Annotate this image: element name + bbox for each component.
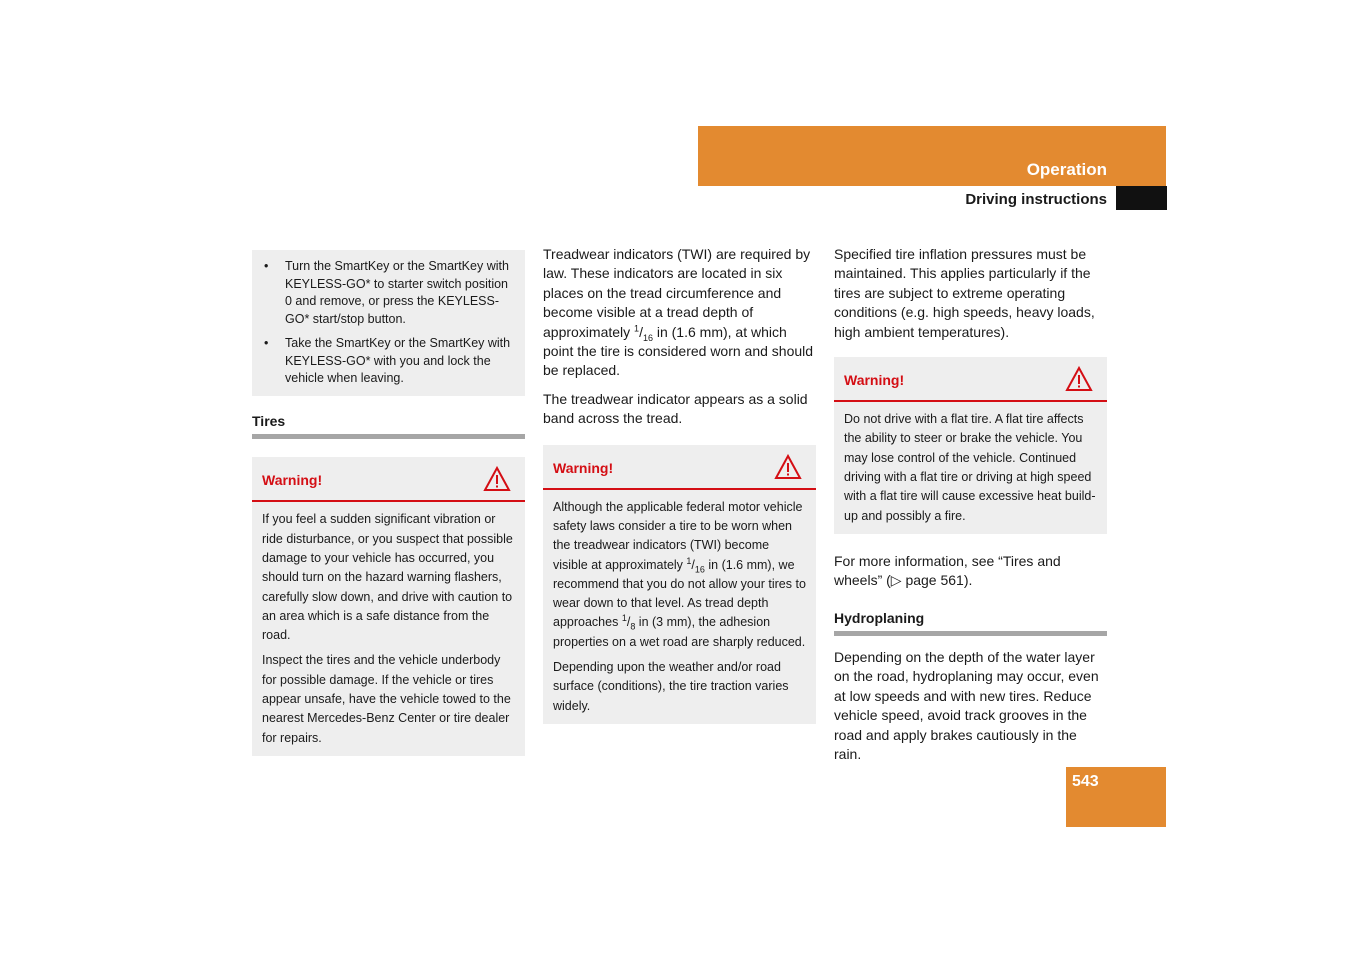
warning-text: Although the applicable federal motor vehicle safety laws consider a tire to be worn when the treadwear indicators (TWI) become visible at approximately $^1/_{16}$ in (1.6 mm), we recommend that you do not allow your tires to wear down to that level. As tread depth approaches $^1/_8$ in (3 mm), the adhesion properties on a wet road are sharply reduced. bbox=[553, 499, 806, 649]
header-band bbox=[698, 126, 1166, 186]
warning-header bbox=[543, 445, 816, 490]
section-title-header: Operation bbox=[1026, 160, 1107, 179]
hydroplaning-heading: Hydroplaning bbox=[834, 609, 1107, 636]
bullet-text: Take the SmartKey or the SmartKey with KEYLESS-GO* with you and lock the vehicle when leaving. bbox=[285, 335, 511, 386]
fraction-numerator: 1 bbox=[634, 322, 640, 333]
list-item bbox=[262, 335, 515, 388]
fraction-numerator: 1 bbox=[686, 555, 692, 566]
warning-text: If you feel a sudden significant vibration or ride disturbance, or you suspect that possible damage to your vehicle has occurred, you should turn on the hazard warning flashers, carefully slow down, and drive with caution to an area which is a safe distance from the road. bbox=[262, 512, 513, 643]
text-run: in (1.6 mm), at which point the tire is considered worn and should be replaced. bbox=[543, 323, 814, 379]
warning-label: Warning! bbox=[553, 459, 614, 476]
page-tab bbox=[1066, 767, 1166, 827]
fraction-denominator: 8 bbox=[630, 621, 636, 632]
warning-text: Depending upon the weather and/or road surface (conditions), the tire traction varies widely. bbox=[553, 660, 789, 713]
warning-body bbox=[543, 490, 816, 724]
warning-label: Warning! bbox=[262, 472, 323, 489]
text-run: in (3 mm), the adhesion properties on a wet road are sharply reduced. bbox=[553, 615, 806, 649]
warning-text: Do not drive with a flat tire. A flat tire affects the ability to steer or brake the vehicle. You may lose control of the vehicle. Continued driving with a flat tire or driving at high speed with a flat tire will cause excessive heat build-up and possibly a fire. bbox=[844, 412, 1096, 523]
warning-box bbox=[834, 357, 1107, 534]
fraction-numerator: 1 bbox=[621, 613, 627, 624]
bullet-box bbox=[252, 250, 525, 396]
bullet-list bbox=[252, 250, 525, 396]
column-1 bbox=[252, 245, 525, 756]
paragraph: Depending on the depth of the water layer on the road, hydroplaning may occur, even at low speeds and with new tires. Reduce vehicle speed, avoid track grooves in the road and apply brakes cautiously in the rain. bbox=[834, 649, 1099, 763]
warning-header bbox=[834, 357, 1107, 402]
warning-header bbox=[252, 457, 525, 502]
column-3 bbox=[834, 245, 1107, 773]
tires-heading: Tires bbox=[252, 412, 525, 439]
bullet-dot: • bbox=[264, 259, 269, 273]
bullet-dot: • bbox=[264, 335, 269, 350]
fraction-denominator: 16 bbox=[642, 332, 653, 343]
paragraph: Specified tire inflation pressures must be maintained. This applies particularly if the tires are subject to extreme operating conditions (e.g. high speeds, heavy loads, high ambient temperatures). bbox=[834, 246, 1095, 340]
warning-body bbox=[834, 402, 1107, 534]
paragraph: For more information, see “Tires and wheels” (▷ page 561). bbox=[834, 552, 1061, 589]
text-run: Treadwear indicators (TWI) are required by law. These indicators are located in six places on the tread circumference and become visible at a tread depth of approximately bbox=[543, 246, 811, 340]
warning-label: Warning! bbox=[844, 372, 905, 389]
page-number: 543 bbox=[1072, 773, 1099, 790]
list-item bbox=[262, 258, 515, 329]
text-run: in (1.6 mm), we recommend that you do not allow your tires to wear down to that level. As tread depth approaches bbox=[553, 557, 806, 630]
warning-box bbox=[543, 445, 816, 724]
paragraph: The treadwear indicator appears as a solid band across the tread. bbox=[543, 390, 808, 427]
warning-triangle-icon bbox=[483, 466, 511, 492]
text-run: Although the applicable federal motor vehicle safety laws consider a tire to be worn when the treadwear indicators (TWI) become visible at approximately bbox=[553, 499, 803, 572]
fraction-denominator: 16 bbox=[694, 564, 705, 575]
warning-box bbox=[252, 457, 525, 756]
warning-text: Inspect the tires and the vehicle underbody for possible damage. If the vehicle or tires appear unsafe, have the vehicle towed to the nearest Mercedes-Benz Center or tire dealer for repairs. bbox=[262, 653, 511, 745]
paragraph: Treadwear indicators (TWI) are required by law. These indicators are located in six places on the tread circumference and become visible at a tread depth of approximately $^1/_{16}$ in (1.6 mm), at which point the tire is considered worn and should be replaced. bbox=[543, 246, 814, 379]
warning-triangle-icon bbox=[774, 454, 802, 480]
subsection-title: Driving instructions bbox=[965, 191, 1107, 208]
subsection-marker bbox=[1116, 186, 1167, 210]
warning-triangle-icon bbox=[1065, 366, 1093, 392]
column-2 bbox=[543, 245, 816, 724]
bullet-text: Turn the SmartKey or the SmartKey with KEYLESS-GO* to starter switch position 0 and remove, or press the KEYLESS-GO* start/stop button. bbox=[285, 259, 509, 327]
warning-body bbox=[252, 502, 525, 756]
